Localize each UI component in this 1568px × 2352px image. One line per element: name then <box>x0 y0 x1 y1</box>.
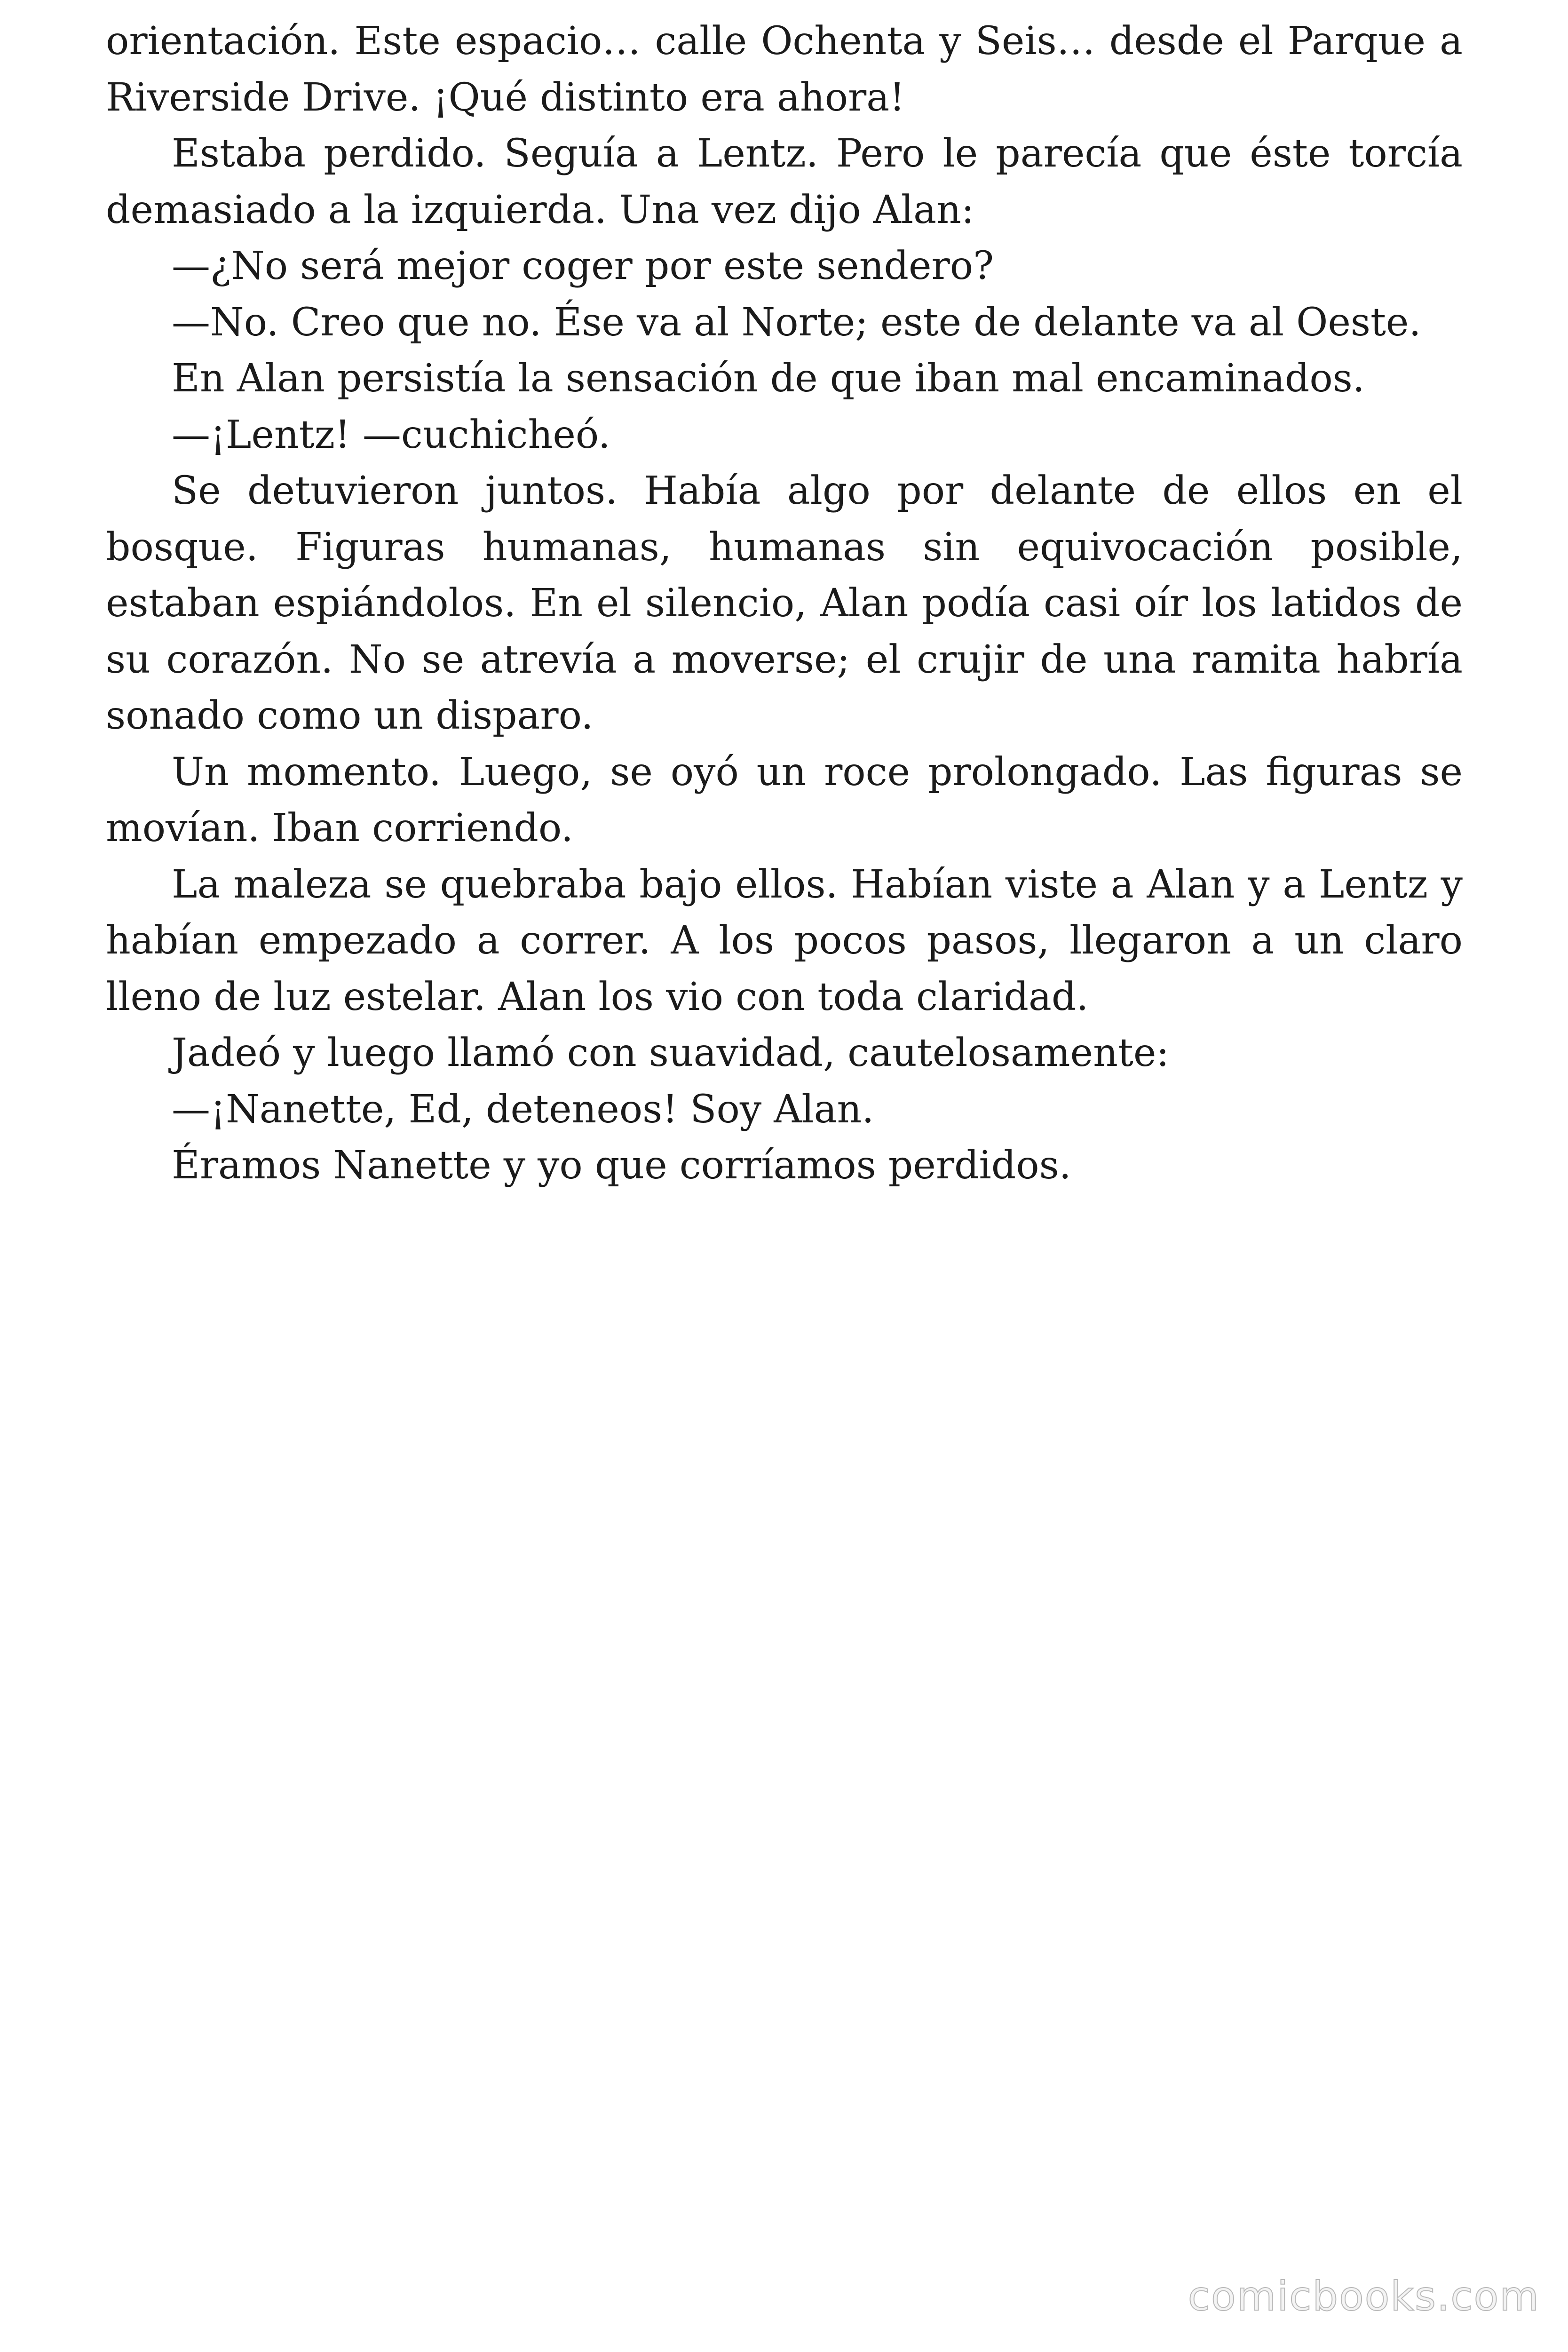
watermark-logo: comicbooks.com <box>1188 2273 1540 2320</box>
paragraph: La maleza se quebraba bajo ellos. Habían viste a Alan y a Lentz y habían empezado a correr. A los pocos pasos, llegaron a un claro lleno de luz estelar. Alan los vio con toda claridad. <box>106 862 1463 1019</box>
document-page <box>106 13 1463 1194</box>
paragraph: En Alan persistía la sensación de que iban mal encaminados. <box>172 356 1365 401</box>
paragraph: Jadeó y luego llamó con suavidad, cautelosamente: <box>172 1031 1169 1075</box>
paragraph: Estaba perdido. Seguía a Lentz. Pero le parecía que éste torcía demasiado a la izquierda. Una vez dijo Alan: <box>106 131 1463 232</box>
paragraph: —¡Nanette, Ed, deteneos! Soy Alan. <box>172 1087 874 1132</box>
paragraph: Se detuvieron juntos. Había algo por delante de ellos en el bosque. Figuras humanas, humanas sin equivocación posible, estaban espiándolos. En el silencio, Alan podía casi oír los latidos de su corazón. No se atrevía a moverse; el crujir de una ramita habría sonado como un disparo. <box>106 469 1463 738</box>
paragraph: —¿No será mejor coger por este sendero? <box>172 244 994 288</box>
paragraph: —No. Creo que no. Ése va al Norte; este de delante va al Oeste. <box>172 300 1421 345</box>
paragraph: orientación. Este espacio… calle Ochenta y Seis… desde el Parque a Riverside Drive. ¡Qué distinto era ahora! <box>106 19 1463 120</box>
paragraph: —¡Lentz! —cuchicheó. <box>172 412 610 457</box>
paragraph: Éramos Nanette y yo que corríamos perdidos. <box>172 1143 1071 1188</box>
paragraph: Un momento. Luego, se oyó un roce prolongado. Las figuras se movían. Iban corriendo. <box>106 749 1463 850</box>
